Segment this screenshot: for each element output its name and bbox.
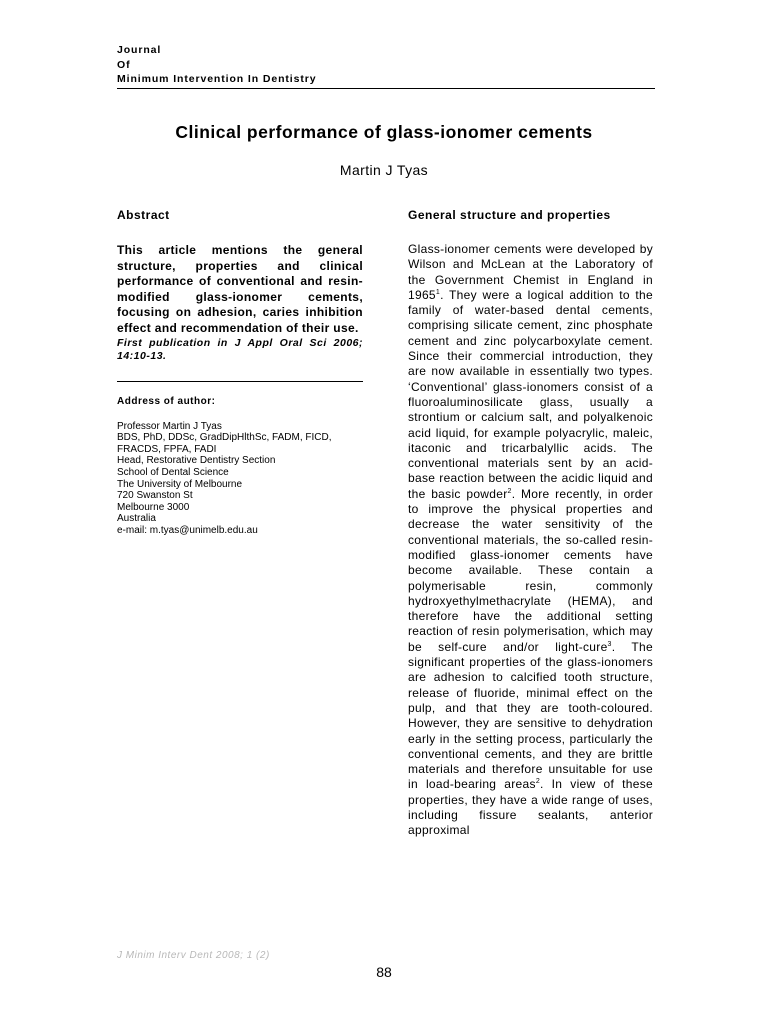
page-number: 88: [376, 964, 392, 980]
right-column: [408, 208, 653, 851]
address-line: The University of Melbourne: [117, 478, 243, 490]
body-text-segment: . In view of these properties, they have a wide range of uses, including fissure sealants, anterior approximal: [408, 777, 653, 838]
publication-note: First publication in J Appl Oral Sci 2006; 14:10-13.: [117, 336, 363, 362]
journal-name-line-3: Minimum Intervention In Dentistry: [117, 73, 317, 85]
header-divider: [117, 88, 655, 89]
body-text-segment: Glass-ionomer cements were developed by Wilson and McLean at the Laboratory of the Government Chemist in England in 1965: [408, 242, 653, 302]
journal-name-line-2: Of: [117, 58, 131, 71]
address-line: Australia: [117, 513, 156, 525]
reference-marker: 3: [607, 640, 612, 648]
abstract-body: [117, 243, 363, 363]
address-line: FRACDS, FPFA, FADI: [117, 443, 217, 455]
address-line: School of Dental Science: [117, 466, 229, 478]
reference-marker: 2: [535, 778, 541, 786]
body-text-segment: . The significant properties of the glass-ionomers are adhesion to calcified tooth structure, release of fluoride, minimal effect on the pulp, and that they are tooth-coloured. However, they are sensitive to dehydration early in the setting process, particularly the conventional cements, and they are brittle materials and therefore unsuitable for use in load-bearing areas: [408, 639, 653, 792]
abstract-divider: [117, 381, 363, 382]
reference-marker: 2: [507, 487, 512, 495]
paper-title: Clinical performance of glass-ionomer cements: [175, 122, 593, 142]
address-line: Professor Martin J Tyas: [117, 420, 222, 432]
section-heading-general-structure: General structure and properties: [408, 208, 611, 222]
address-line: 720 Swanston St: [117, 490, 193, 502]
journal-name-line-1: Journal: [117, 44, 162, 56]
abstract-heading: Abstract: [117, 208, 170, 222]
address-block: [117, 421, 363, 537]
author-email[interactable]: e-mail: m.tyas@unimelb.edu.au: [117, 524, 258, 536]
abstract-text: This article mentions the general structure, properties and clinical performance of conventional and resin-modified glass-ionomer cements, focusing on adhesion, caries inhibition effect and recommendation of their use.: [117, 243, 363, 335]
left-column: [117, 208, 363, 537]
footer-citation: J Minim Interv Dent 2008; 1 (2): [117, 950, 270, 961]
paper-author: Martin J Tyas: [339, 162, 429, 178]
body-text-segment: . More recently, in order to improve the physical properties and decrease the water sensitivity of the conventional materials, the so-called resin-modified glass-ionomer cements have become available. These contain a polymerisable resin, commonly hydroxyethylmethacrylate (HEMA), and therefore have the additional setting reaction of resin polymerisation, which may be self-cure and/or light-cure: [408, 486, 653, 654]
address-heading: Address of author:: [117, 395, 216, 407]
reference-marker: 1: [435, 288, 441, 296]
address-line: Melbourne 3000: [117, 501, 190, 513]
general-structure-body: [408, 242, 653, 839]
address-line: Head, Restorative Dentistry Section: [117, 455, 276, 467]
journal-header: [117, 43, 316, 87]
address-line: BDS, PhD, DDSc, GradDipHlthSc, FADM, FICD,: [117, 432, 332, 444]
body-text-segment: . They were a logical addition to the family of water-based dental cements, comprising silicate cement, zinc phosphate cement and zinc polycarboxylate cement. Since their commercial introduction, they are now available in essentially two types. ‘Conventional’ glass-ionomers consist of a fluoroaluminosilicate glass, usually a strontium or calcium salt, and polyalkenoic acid liquid, for example polyacrylic, maleic, itaconic and tricarbalyllic acids. The conventional materials sent by an acid-base reaction between the acidic liquid and the basic powder: [408, 287, 653, 501]
